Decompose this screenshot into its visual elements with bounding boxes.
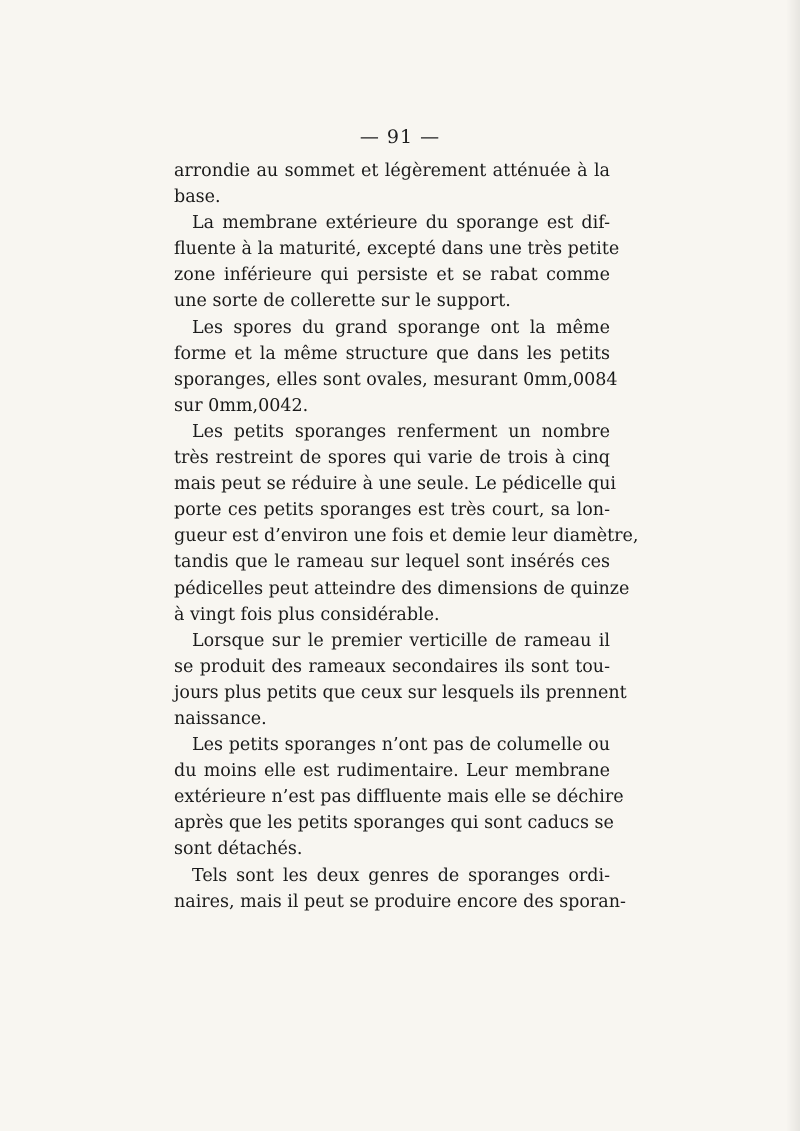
text-line: arrondie au sommet et légèrement atténuée à la	[174, 161, 610, 181]
text-line: extérieure n’est pas diffluente mais elle se déchire	[174, 787, 624, 808]
body-text	[174, 158, 639, 915]
paragraph-5	[174, 628, 627, 732]
text-line: à vingt fois plus considérable.	[174, 604, 440, 625]
text-line: Les petits sporanges n’ont pas de columelle ou	[192, 735, 610, 756]
text-line: porte ces petits sporanges est très court, sa lon-	[174, 500, 610, 521]
page-edge-shadow	[786, 0, 800, 1131]
text-line: naissance.	[174, 708, 267, 729]
text-line: se produit des rameaux secondaires ils sont tou-	[174, 656, 610, 677]
paragraph-6	[174, 732, 624, 862]
text-line: du moins elle est rudimentaire. Leur membrane	[174, 761, 610, 782]
paragraph-4	[174, 419, 639, 628]
text-line: pédicelles peut atteindre des dimensions de quinze	[174, 578, 630, 599]
paragraph-7	[174, 863, 626, 915]
text-line: forme et la même structure que dans les petits	[174, 343, 610, 364]
text-line: Lorsque sur le premier verticille de rameau il	[192, 630, 610, 651]
text-line: tandis que le rameau sur lequel sont insérés ces	[174, 552, 610, 573]
paragraph-3	[174, 315, 618, 419]
text-line: après que les petits sporanges qui sont caducs se	[174, 813, 614, 834]
paragraph-2	[174, 210, 620, 314]
text-line: zone inférieure qui persiste et se rabat comme	[174, 265, 610, 286]
text-line: La membrane extérieure du sporange est dif-	[192, 213, 610, 234]
text-line: gueur est d’environ une fois et demie leur diamètre,	[174, 526, 639, 547]
text-line: très restreint de spores qui varie de trois à cinq	[174, 448, 610, 469]
text-line: sont détachés.	[174, 839, 303, 860]
text-line: une sorte de collerette sur le support.	[174, 291, 511, 312]
page-number: — 91 —	[359, 126, 441, 148]
text-line: base.	[174, 187, 221, 208]
text-line: fluente à la maturité, excepté dans une très petite	[174, 239, 620, 260]
paragraph-1	[174, 158, 610, 210]
text-line: sur 0mm,0042.	[174, 395, 309, 416]
text-line: Tels sont les deux genres de sporanges ordi-	[192, 865, 610, 886]
text-line: Les spores du grand sporange ont la même	[192, 317, 610, 338]
text-line: sporanges, elles sont ovales, mesurant 0mm,0084	[174, 369, 618, 390]
text-line: mais peut se réduire à une seule. Le pédicelle qui	[174, 474, 616, 495]
text-line: naires, mais il peut se produire encore des sporan-	[174, 891, 626, 912]
text-line: jours plus petits que ceux sur lesquels ils prennent	[174, 682, 627, 703]
text-line: Les petits sporanges renferment un nombre	[192, 421, 610, 442]
